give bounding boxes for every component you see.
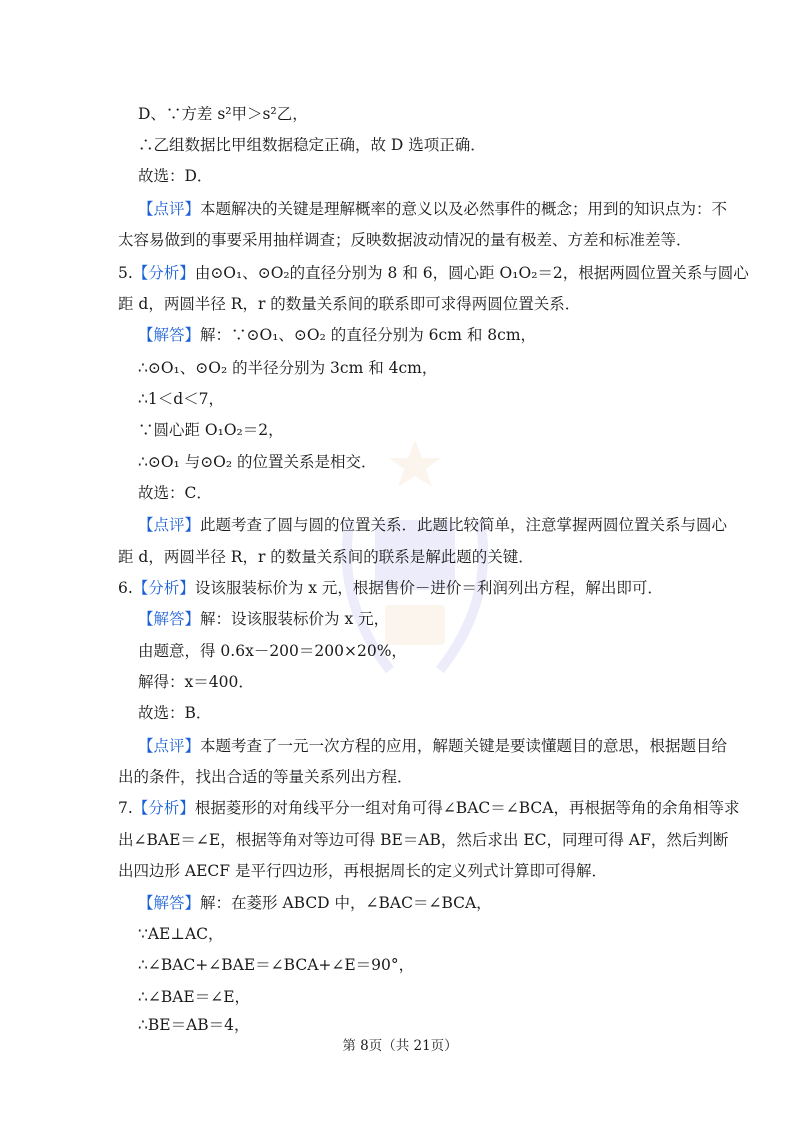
text-line-10: ∴1＜d＜7， [138,390,225,408]
text-line-26: 【解答】解：在菱形 ABCD 中，∠BAC＝∠BCA， [138,894,492,912]
text-line-12: ∴⊙O₁ 与⊙O₂ 的位置关系是相交． [138,453,377,471]
text-line-29: ∴∠BAE＝∠E， [138,988,251,1006]
text-line-19: 解得：x＝400． [138,673,254,691]
text-line-9: ∴⊙O₁、⊙O₂ 的半径分别为 3cm 和 4cm， [138,359,438,377]
text-line-20: 故选：B． [138,704,212,722]
text-line-4: 【点评】本题解决的关键是理解概率的意义以及必然事件的概念；用到的知识点为：不 [138,200,728,218]
text-line-18: 由题意，得 0.6x－200＝200×20%， [138,642,407,660]
section-tag: 【分析】 [132,579,195,597]
section-tag: 【点评】 [138,516,201,534]
text-line-3: 故选：D． [138,167,213,185]
text-line-25: 出四边形 AECF 是平行四边形，再根据周长的定义列式计算即可得解． [118,862,607,880]
text-line-22: 出的条件，找出合适的等量关系列出方程． [118,768,413,786]
text-line-11: ∵圆心距 O₁O₂＝2， [138,421,284,439]
section-tag: 【解答】 [138,610,201,628]
text-line-1: D、∵方差 s²甲＞s²乙， [138,105,308,123]
text-line-7: 距 d，两圆半径 R，r 的数量关系间的联系即可求得两圆位置关系． [118,295,581,313]
text-line-28: ∴∠BAC+∠BAE＝∠BCA+∠E＝90°， [138,956,415,974]
text-line-17: 【解答】解：设该服装标价为 x 元， [138,610,390,628]
text-line-16: 6.【分析】设该服装标价为 x 元，根据售价－进价＝利润列出方程，解出即可． [118,579,663,597]
text-line-23: 7.【分析】根据菱形的对角线平分一组对角可得∠BAC＝∠BCA，再根据等角的余角相等求 [118,799,740,817]
section-tag: 【解答】 [138,326,201,344]
page-footer: 第 8页（共 21页） [342,1038,458,1054]
text-line-8: 【解答】解：∵⊙O₁、⊙O₂ 的直径分别为 6cm 和 8cm， [138,326,537,344]
text-line-21: 【点评】本题考查了一元一次方程的应用，解题关键是要读懂题目的意思，根据题目给 [138,737,728,755]
text-line-6: 5.【分析】由⊙O₁、⊙O₂的直径分别为 8 和 6，圆心距 O₁O₂＝2，根据两圆位置关系与圆心 [118,264,749,282]
text-line-5: 太容易做到的事要采用抽样调查；反映数据波动情况的量有极差、方差和标准差等． [118,231,692,249]
section-tag: 【点评】 [138,200,201,218]
text-line-2: ∴乙组数据比甲组数据稳定正确，故 D 选项正确． [138,136,486,154]
section-tag: 【点评】 [138,737,201,755]
section-tag: 【分析】 [132,264,195,282]
text-line-14: 【点评】此题考查了圆与圆的位置关系．此题比较简单，注意掌握两圆位置关系与圆心 [138,516,728,534]
section-tag: 【分析】 [132,799,195,817]
text-line-27: ∵AE⊥AC， [138,925,224,943]
text-line-15: 距 d，两圆半径 R，r 的数量关系间的联系是解此题的关键． [118,548,534,566]
text-line-24: 出∠BAE＝∠E，根据等角对等边可得 BE＝AB，然后求出 EC，同理可得 AF，然后判断 [118,831,729,849]
section-tag: 【解答】 [138,894,201,912]
text-line-13: 故选：C． [138,484,212,502]
text-line-30: ∴BE＝AB＝4， [138,1016,250,1034]
